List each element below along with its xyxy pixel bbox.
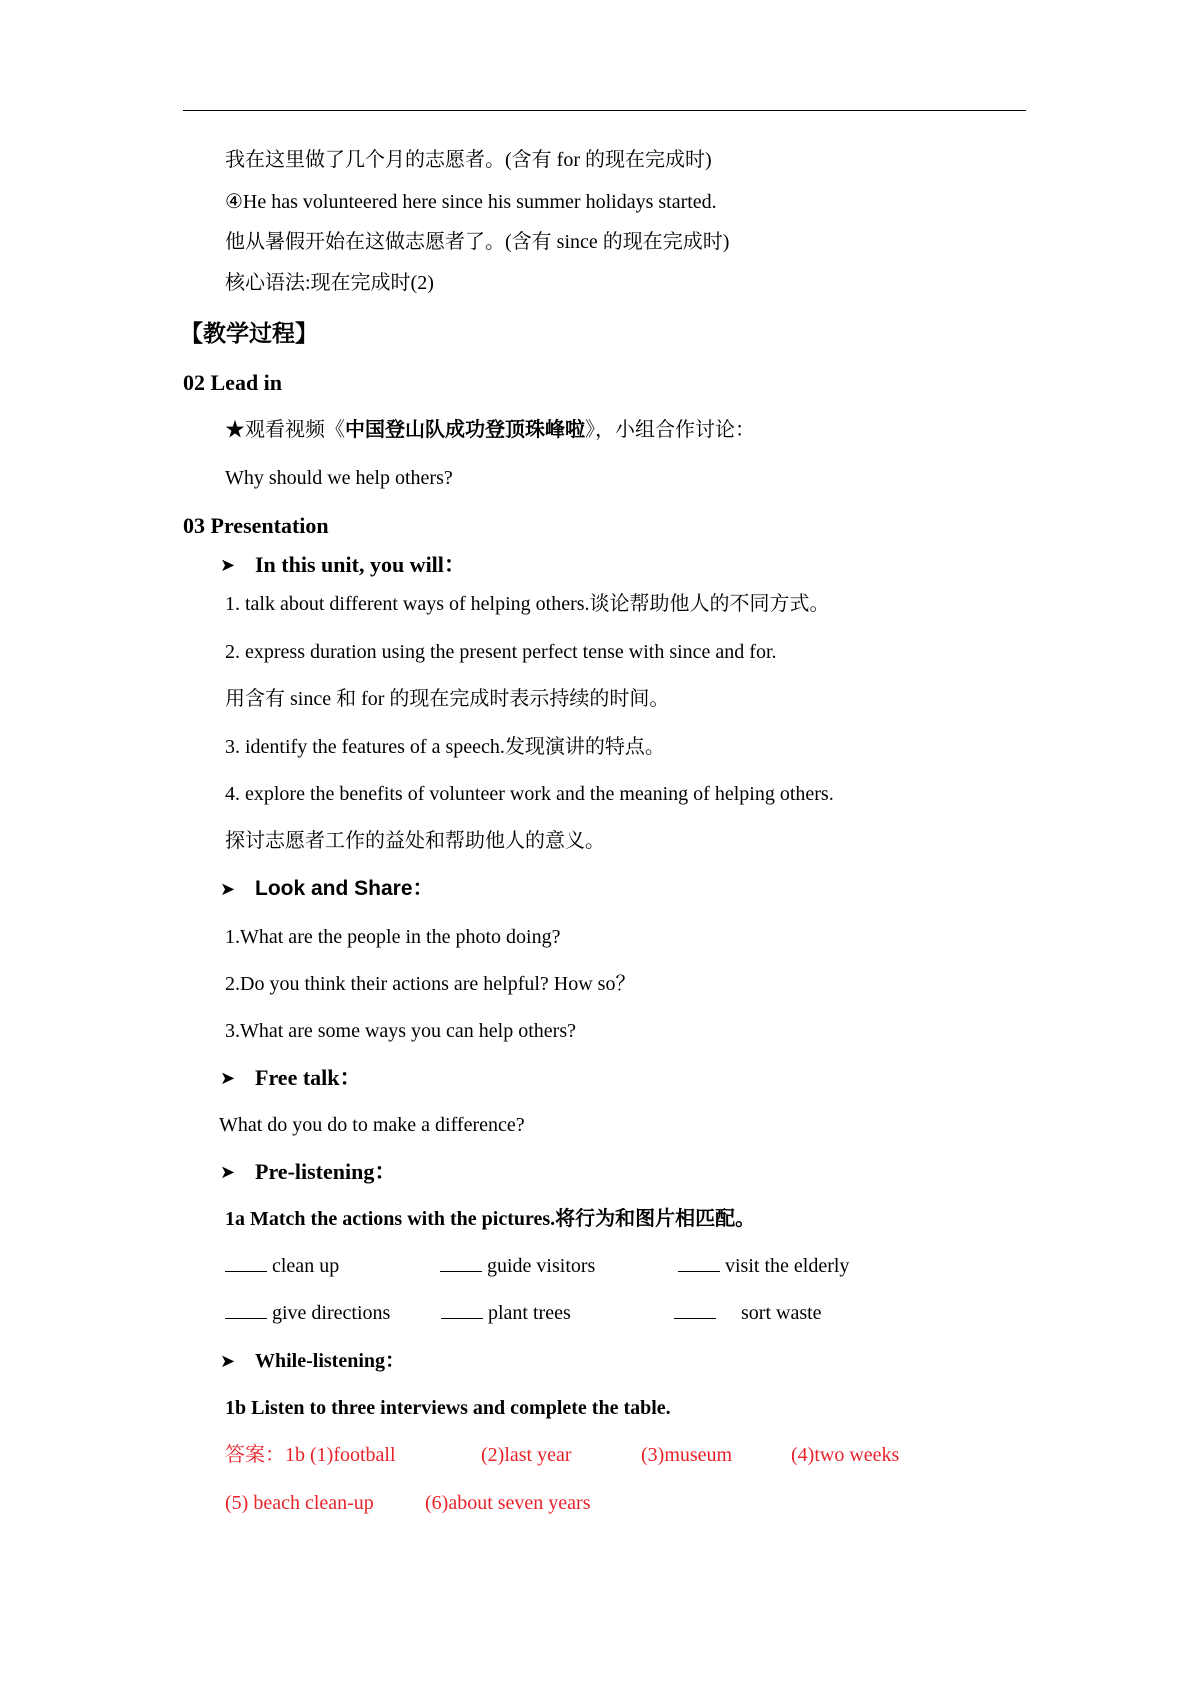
free-talk-question: What do you do to make a difference? [219, 1114, 525, 1136]
unit-goal-1: 1. talk about different ways of helping others.谈论帮助他人的不同方式。 [225, 593, 830, 615]
arrow-bullet-icon: ➤ [220, 1162, 236, 1182]
action-label: plant trees [488, 1302, 571, 1324]
match-item [225, 1254, 339, 1278]
match-item [678, 1254, 849, 1278]
action-label: guide visitors [487, 1255, 596, 1277]
while-listening-title: While-listening： [255, 1350, 406, 1372]
match-item [225, 1301, 390, 1325]
answer-blank[interactable] [674, 1301, 716, 1319]
arrow-bullet-icon: ➤ [220, 1351, 236, 1371]
arrow-bullet-icon: ➤ [220, 555, 236, 575]
answer-blank[interactable] [678, 1254, 720, 1272]
action-label: clean up [272, 1255, 340, 1277]
look-share-question-1: 1.What are the people in the photo doing? [225, 926, 561, 948]
intro-line-2: ④He has volunteered here since his summer holidays started. [225, 191, 717, 213]
arrow-bullet-icon: ➤ [220, 879, 236, 899]
answer-blank[interactable] [225, 1301, 267, 1319]
intro-line-4: 核心语法:现在完成时(2) [225, 272, 434, 294]
arrow-bullet-icon: ➤ [220, 1068, 236, 1088]
lead-in-question: Why should we help others? [225, 467, 453, 489]
answer-blank[interactable] [440, 1254, 482, 1272]
action-label: give directions [272, 1302, 391, 1324]
unit-goal-3: 3. identify the features of a speech.发现演讲的特点。 [225, 736, 665, 758]
header-rule [183, 110, 1026, 111]
free-talk-title: Free talk： [255, 1065, 362, 1090]
answer-item: (2)last year [481, 1444, 572, 1466]
look-and-share-title: Look and Share： [255, 877, 434, 900]
answer-blank[interactable] [225, 1254, 267, 1272]
presentation-heading: 03 Presentation [183, 513, 329, 538]
answer-item: (6)about seven years [425, 1492, 591, 1514]
lead-in-prompt-prefix: ★观看视频《 [225, 419, 345, 441]
answer-item: (3)museum [641, 1444, 733, 1466]
look-share-question-2: 2.Do you think their actions are helpful? How so？ [225, 973, 636, 995]
answer-item: (4)two weeks [791, 1444, 900, 1466]
intro-line-3: 他从暑假开始在这做志愿者了。(含有 since 的现在完成时) [225, 231, 730, 253]
match-item [441, 1301, 571, 1325]
pre-listening-task: 1a Match the actions with the pictures.将行为和图片相匹配。 [225, 1208, 756, 1230]
answer-item: (5) beach clean-up [225, 1492, 374, 1514]
pre-listening-title: Pre-listening： [255, 1159, 397, 1184]
unit-goal-4: 4. explore the benefits of volunteer work and the meaning of helping others. [225, 783, 834, 805]
while-listening-task: 1b Listen to three interviews and complete the table. [225, 1397, 671, 1419]
look-share-question-3: 3.What are some ways you can help others? [225, 1020, 576, 1042]
match-item [674, 1301, 822, 1325]
action-label: sort waste [741, 1302, 822, 1324]
lead-in-prompt-suffix: 》，小组合作讨论： [585, 419, 755, 441]
unit-goal-2-cn: 用含有 since 和 for 的现在完成时表示持续的时间。 [225, 688, 670, 710]
answer-blank[interactable] [441, 1301, 483, 1319]
answer-prefix: 答案：1b (1)football [225, 1444, 396, 1466]
unit-goal-4-cn: 探讨志愿者工作的益处和帮助他人的意义。 [225, 830, 605, 852]
lead-in-video-title: 中国登山队成功登顶珠峰啦 [345, 419, 585, 441]
action-label: visit the elderly [725, 1255, 850, 1277]
lead-in-prompt [225, 418, 755, 442]
teaching-process-title: 【教学过程】 [180, 321, 318, 346]
intro-line-1: 我在这里做了几个月的志愿者。(含有 for 的现在完成时) [225, 149, 712, 171]
unit-goal-2: 2. express duration using the present perfect tense with since and for. [225, 641, 777, 663]
unit-goals-title: In this unit, you will： [255, 552, 466, 577]
lead-in-heading: 02 Lead in [183, 370, 283, 395]
match-item [440, 1254, 595, 1278]
